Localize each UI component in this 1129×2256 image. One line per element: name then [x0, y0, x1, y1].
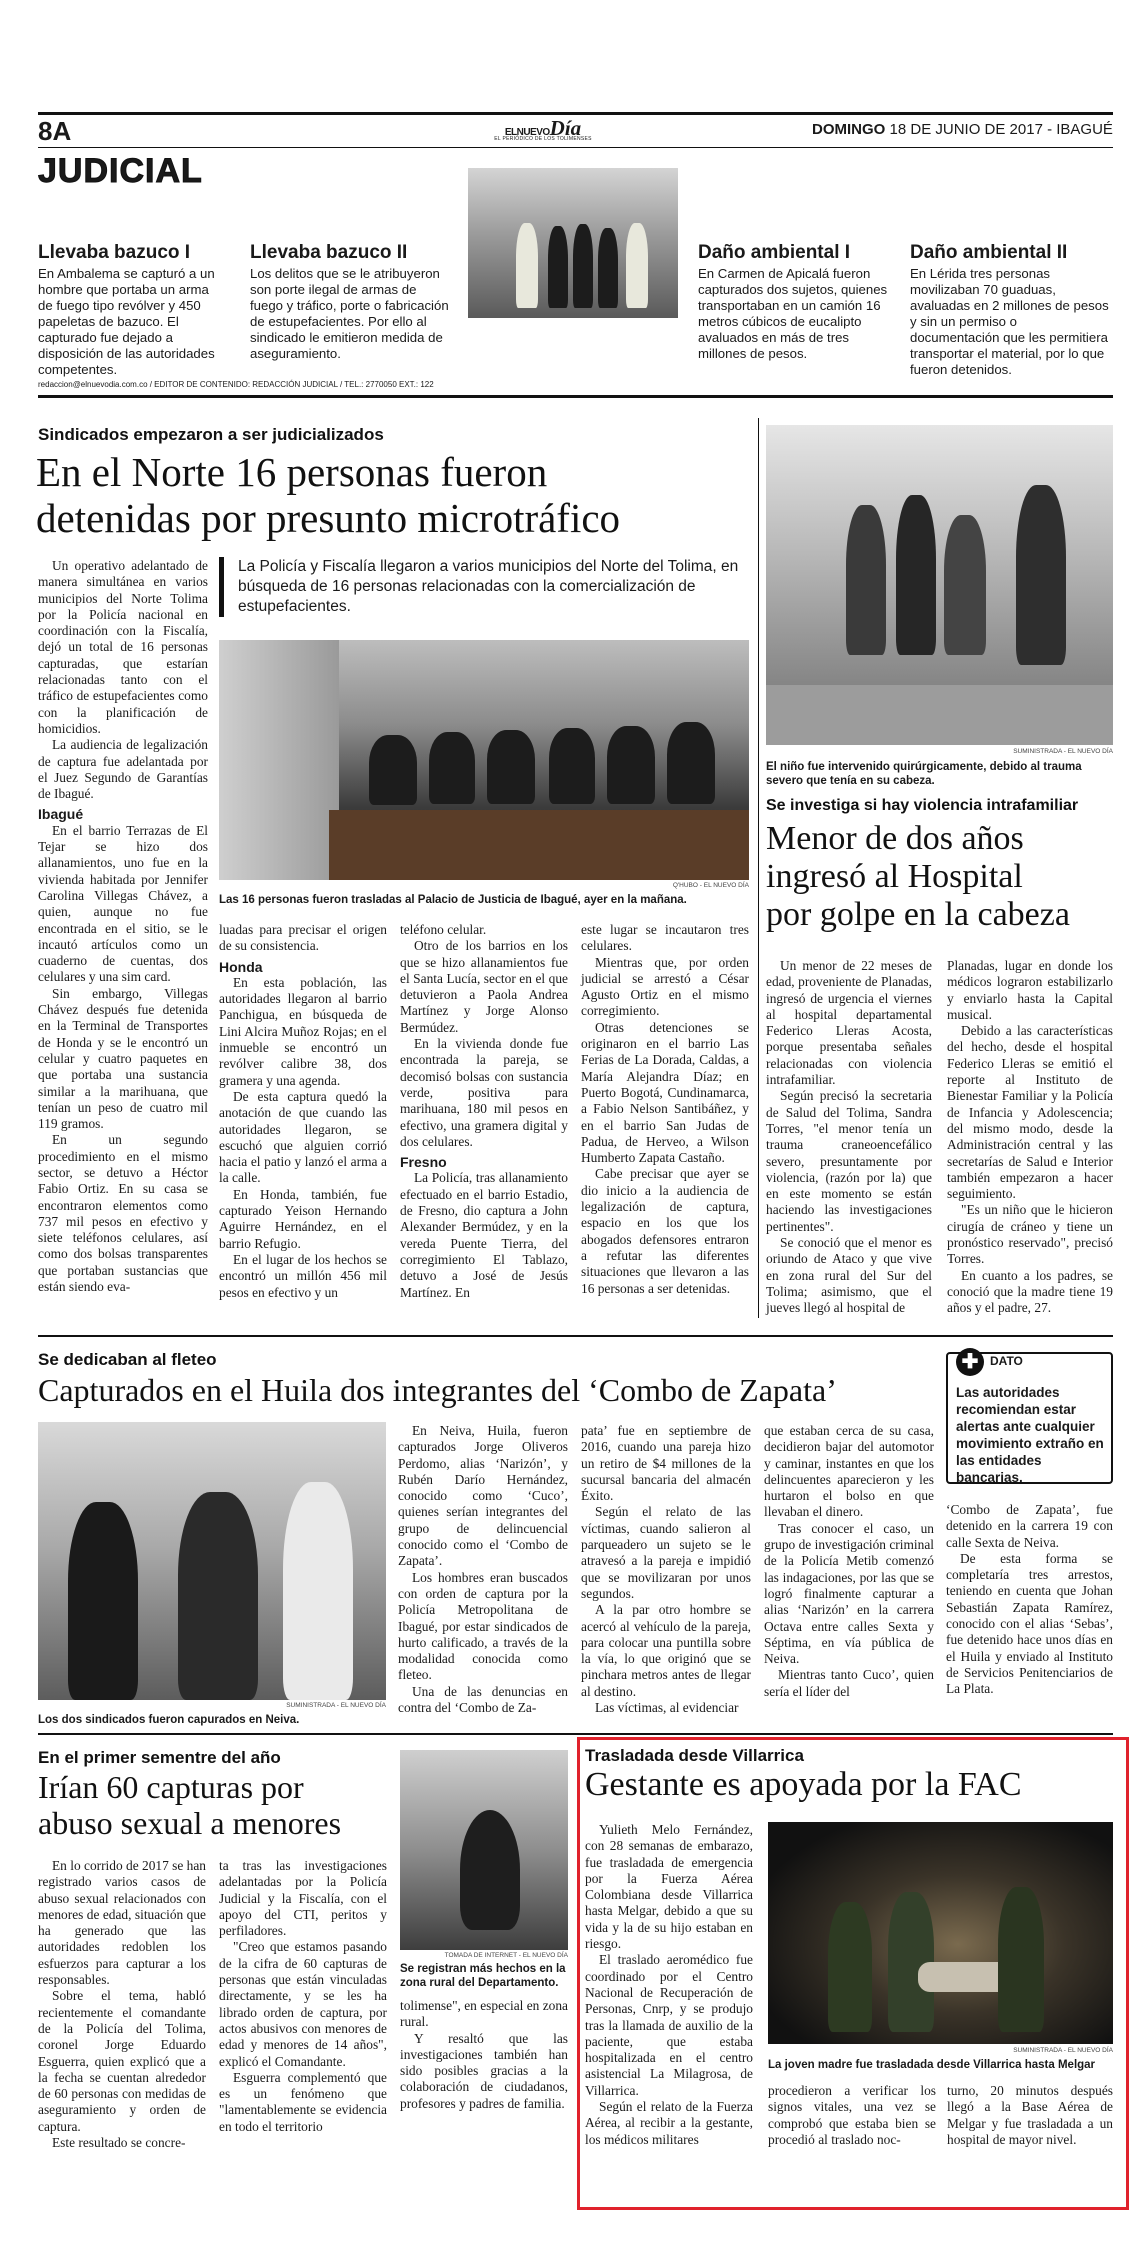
story1-col1: [38, 558, 208, 1295]
plus-icon: ✚: [956, 1348, 984, 1376]
story3-col1: [398, 1423, 568, 1716]
soldier-figure: [828, 1902, 872, 2032]
section-rule: [38, 1733, 1113, 1735]
story4-headline: [38, 1770, 398, 1842]
story4-col2: [219, 1858, 387, 2135]
headline-line: ingresó al Hospital: [766, 858, 1023, 896]
photo-caption: Los dos sindicados fueron capurados en Neiva.: [38, 1714, 300, 1726]
photo-caption: La joven madre fue trasladada desde Villarrica hasta Melgar: [768, 2059, 1096, 2071]
detainee-figure: [369, 735, 417, 805]
brief-title: Llevaba bazuco I: [38, 242, 191, 263]
paragraph: En Neiva, Huila, fueron capturados Jorge Oliveros Perdomo, alias ‘Narizón’, y Rubén Darío Hernández, conocido como ‘Cuco’, quienes serían integrantes del grupo de delincuencial conocido como el ‘Combo de Zapata’.: [398, 1423, 568, 1569]
brief-body: En Ambalema se capturó a un hombre que portaba un arma de fuego tipo revólver y 450 papeletas de bazuco. El capturado fue dejado a disposición de las autoridades competentes.: [38, 266, 215, 377]
page-number: 8A: [38, 116, 72, 146]
story1-lede: La Policía y Fiscalía llegaron a varios municipios del Norte del Tolima, en búsqueda de 16 personas relacionadas con la comercialización de estupefacientes.: [219, 557, 749, 617]
paragraph: En esta población, las autoridades llegaron al barrio Panchigua, en búsqueda de Lini Alcira Muñoz Rojas; en el inmueble se encontró un revólver calibre 38, dos gramera y una agenda.: [219, 974, 387, 1088]
section-rule: [38, 1335, 1113, 1337]
paragraph: Se conoció que el menor es oriundo de Ataco y que vive en zona rural del Sur del Tolima; asimismo, que el jueves llegó al hospital de: [766, 1235, 932, 1316]
brief-4: [910, 242, 1110, 378]
soldier-figure: [998, 1887, 1044, 2032]
paragraph: Este resultado se concre-: [52, 2135, 186, 2151]
paragraph: ‘Combo de Zapata’, fue detenido en la carrera 19 con calle Sexta de Neiva.: [946, 1502, 1113, 1550]
paragraph: tolimense", en especial en zona rural.: [400, 1998, 568, 2030]
brief-title: Daño ambiental II: [910, 242, 1068, 263]
header-top-rule: [38, 112, 1113, 115]
person-figure: [68, 1502, 138, 1700]
paragraph: pata’ fue en septiembre de 2016, cuando una pareja hizo un retiro de $4 millones de la sucursal bancaria del almacén Éxito.: [581, 1423, 751, 1504]
story3-col4: [946, 1502, 1113, 1698]
logo-main: Día: [549, 116, 582, 140]
paragraph: Un menor de 22 meses de edad, proveniente de Planadas, ingresó de urgencia el viernes al hospital departamental Federico Lleras Acosta, porque presentaba señales relacionadas con violencia intrafamiliar.: [766, 958, 932, 1088]
paragraph: que estaban cerca de su casa, decidieron bajar del automotor y caminar, instantes en que los delincuentes aparecieron y les hurtaron el bolso en que llevaban el dinero.: [764, 1423, 934, 1520]
brief-body: En Carmen de Apicalá fueron capturados dos sujetos, quienes transportaban en un camión 16 metros cúbicos de eucalipto avaluados en más de tres millones de pesos.: [698, 266, 888, 361]
brief-1: [38, 242, 218, 378]
dateline-day: DOMINGO: [812, 121, 886, 138]
paragraph: luadas para precisar el origen de su consistencia.: [219, 922, 387, 954]
paragraph: Los hombres eran buscados con orden de captura por la Policía Metropolitana de Ibagué, por estar sindicados de hurto calificado, a través de la modalidad conocida como fleteo.: [398, 1569, 568, 1683]
person-figure: [944, 515, 986, 655]
paragraph: ta tras las investigaciones adelantadas por la Policía Judicial y la Fiscalía, con el apoyo del CTI, peritos y perfiladores.: [219, 1858, 387, 1939]
logo-sub: EL PERIÓDICO DE LOS TOLIMENSES: [494, 136, 592, 142]
paragraph: Otro de los barrios en los que se hizo allanamientos fue el Santa Lucía, sector en el que detuvieron a Paola Andrea Martínez y Jorge Alonso Bermúdez.: [400, 938, 568, 1035]
officer-figure: [516, 223, 538, 308]
detainee-figure: [549, 728, 595, 804]
paragraph: En lo corrido de 2017 se han registrado varios casos de abuso sexual relacionados con menores de edad, situación que ha generado que las autoridades redoblen los esfuerzos para capturar a los responsables.: [38, 1858, 206, 1988]
dateline: [812, 121, 1113, 138]
headline-line: Menor de dos años: [766, 820, 1024, 857]
paragraph: este lugar se incautaron tres celulares.: [581, 922, 749, 954]
photo-credit: SUMINISTRADA - EL NUEVO DÍA: [1013, 2047, 1113, 2054]
story2-kicker: Se investiga si hay violencia intrafamiliar: [766, 797, 1079, 814]
person-figure: [846, 505, 886, 655]
paragraph: Tras conocer el caso, un grupo de investigación criminal de la Policía Metib comenzó las indagaciones, por las que se logró finalmente capturar a alias ‘Narizón’ en la carrera Octava entre calles Sexta y Séptima, en vía pública de Neiva.: [764, 1520, 934, 1667]
paragraph: "Creo que estamos pasando de la cifra de 60 capturas de personas que están vinculadas directamente, y se les ha librado orden de captura, por actos abusivos con menores de edad y menores de 14 años", explicó el Comandante.: [219, 1939, 387, 2069]
hospital-floor: [766, 685, 1113, 745]
paragraph: La audiencia de legalización de captura fue adelantada por el Juez Segundo de Garantías de Ibagué.: [38, 737, 208, 802]
detainee-figure: [429, 732, 475, 804]
detainee-figure: [487, 730, 535, 804]
paragraph: En la vivienda donde fue encontrada la pareja, se decomisó bolsas con sustancia verde, positiva para marihuana, 180 mil pesos en efectivo, una gramera digital y dos celulares.: [400, 1036, 568, 1149]
person-figure: [1016, 485, 1066, 665]
masthead-line: redaccion@elnuevodia.com.co / EDITOR DE CONTENIDO: REDACCIÓN JUDICIAL / TEL.: 2770050 EXT.: 122: [38, 380, 434, 389]
paragraph: Esguerra complementó que es un fenómeno que "lamentablemente se evidencia en todo el territorio: [219, 2069, 387, 2134]
courtroom-photo: [219, 640, 749, 880]
headline-line: Irían 60 capturas por: [38, 1769, 304, 1805]
paragraph: Sin embargo, Villegas Chávez después fue detenida en la Terminal de Transportes de Honda y se le encontró un celular y cuatro paquetes en que portaba una sustancia similar a la marihuana, que tenían un peso de cuatro mil 119 gramos.: [38, 985, 208, 1132]
story2-col2: [947, 958, 1113, 1317]
story2-headline: [766, 820, 1113, 934]
paragraph: En cuanto a los padres, se conoció que la madre tiene 19 años y el padre, 27.: [947, 1267, 1113, 1316]
story1-col3: [400, 922, 568, 1301]
column-divider: [758, 418, 759, 1318]
paragraph: En un segundo procedimiento en el mismo sector, se detuvo a Héctor Fabio Ortiz. En su casa se encontraron elementos como 737 mil pesos en efectivo y siete teléfonos celulares, así como dos bolsas transparentes que portaban sustancias que están siendo eva-: [38, 1132, 208, 1295]
brief-title: Daño ambiental I: [698, 242, 851, 263]
paragraph: Sobre el tema, habló recientemente el comandante de la Policía del Tolima, coronel Jorge Eduardo Esguerra, quien explicó que a la fecha se cuentan alrededor de 60 personas con medidas de aseguramiento y orden de captura.: [38, 1988, 206, 2134]
story5-col3: [947, 2083, 1113, 2148]
story4-kicker: En el primer sementre del año: [38, 1748, 281, 1767]
story3-headline: Capturados en el Huila dos integrantes del ‘Combo de Zapata’: [38, 1372, 837, 1408]
paragraph: Mientras que, por orden judicial se arrestó a César Agusto Ortiz en el mismo corregimiento.: [581, 954, 749, 1019]
paragraph: Debido a las características del hecho, desde el hospital Federico Lleras se emitió el reporte al Instituto de Bienestar Familiar y la Policía de Infancia y Adolescencia; del mismo modo, desde la Administración central y las secretarías de Salud e Interior también empezaron a hacer seguimiento.: [947, 1023, 1113, 1202]
hospital-photo: [766, 425, 1113, 745]
photo-credit: Q'HUBO - EL NUEVO DÍA: [672, 882, 749, 889]
paragraph: Un operativo adelantado de manera simultánea en varios municipios del Norte Tolima por la Policía nacional en coordinación con la Fiscalía, dejó un total de 16 personas capturadas, que estarían relacionadas tanto con el tráfico de estupefacientes como con la planificación de homicidios.: [38, 558, 208, 736]
paragraph: En Honda, también, fue capturado Yeison Hernando Aguirre Hernández, en el barrio Refugio.: [219, 1186, 387, 1251]
story1-col2: [219, 922, 387, 1301]
subhead: Ibagué: [38, 806, 84, 823]
story2-col1: [766, 958, 932, 1317]
story3-col3: [764, 1423, 934, 1700]
paragraph: Según el relato de la Fuerza Aérea, al recibir a la gestante, los médicos militares: [585, 2099, 753, 2147]
paragraph: Yulieth Melo Fernández, con 28 semanas de embarazo, fue trasladada de emergencia por la Fuerza Aérea Colombiana desde Villarrica hasta Melgar, debido a que su vida y la de su hijo estaban en riesgo.: [585, 1822, 753, 1952]
logo-top: ELNUEVO: [504, 127, 550, 138]
story4-col3: [400, 1998, 568, 2112]
courtroom-wall: [219, 640, 339, 880]
header-bottom-rule: [38, 147, 1113, 148]
paragraph: De esta captura quedó la anotación de que cuando las autoridades llegaron, se escuchó que alguien corrió hacia el patio y lanzó el arma a la calle.: [219, 1088, 387, 1186]
abuse-photo: [400, 1750, 568, 1950]
huila-photo: [38, 1422, 386, 1700]
brief-photo: [468, 168, 678, 318]
story1-headline: [36, 450, 756, 542]
story5-col2: [768, 2083, 936, 2148]
paragraph: teléfono celular.: [400, 922, 487, 937]
detainee-figure: [667, 722, 715, 804]
photo-caption: Se registran más hechos en la zona rural del Departamento.: [400, 1963, 566, 1989]
officer-figure: [283, 1482, 353, 1700]
detainee-figure: [548, 226, 568, 308]
detainee-figure: [178, 1492, 258, 1700]
story3-col2: [581, 1423, 751, 1716]
headline-line: detenidas por presunto microtráfico: [36, 494, 621, 541]
story4-col1: [38, 1858, 206, 2151]
paragraph: turno, 20 minutos después llegó a la Base Aérea de Melgar y fue trasladada a un hospital de mayor nivel.: [947, 2083, 1113, 2147]
paragraph: El traslado aeromédico fue coordinado por el Centro Nacional de Recuperación de Personas, Cnrp, y se produjo tras la llamada de auxilio de la paciente, que estaba hospitalizada en el centro asistencial La Milagrosa, de Villarrica.: [585, 1952, 753, 2098]
person-figure: [896, 495, 936, 655]
dato-title: DATO: [990, 1354, 1023, 1368]
paragraph: La Policía, tras allanamiento efectuado en el barrio Estadio, de Fresno, dio captura a John Alexander Bermúdez, y en la vereda Puente Tierra, del corregimiento El Tablazo, detuvo a José de Jesús Martínez. En: [400, 1170, 568, 1300]
brief-body: En Lérida tres personas movilizaban 70 guaduas, avaluadas en 2 millones de pesos y sin un permiso o documentación que les permitiera transportar el material, por lo que fueron detenidos.: [910, 266, 1109, 377]
paragraph: Mientras tanto Cuco’, quien sería el líder del: [764, 1667, 934, 1699]
dato-box: [946, 1352, 1113, 1484]
detainee-figure: [573, 224, 593, 308]
paragraph: "Es un niño que le hicieron cirugía de cráneo y tiene un pronóstico reservado", precisó Torres.: [947, 1202, 1113, 1267]
detainee-figure: [598, 228, 618, 308]
headline-line: abuso sexual a menores: [38, 1804, 342, 1841]
story1-col4: [581, 922, 749, 1297]
headline-line: por golpe en la cabeza: [766, 896, 1070, 934]
person-figure: [460, 1810, 520, 1930]
paragraph: procedieron a verificar los signos vitales, una vez se comprobó que estaba bien se procedió al traslado noc-: [768, 2083, 936, 2147]
brief-title: Llevaba bazuco II: [250, 242, 408, 263]
subhead: Fresno: [400, 1154, 447, 1171]
paragraph: De esta forma se completaría tres arrestos, teniendo en cuenta que Johan Sebastián Zapata Ramírez, conocido con el alias ‘Sebas’, fue detenido hace unos días en el Huila y enviado al Instituto de Servicios Penitenciarios de La Plata.: [946, 1550, 1113, 1697]
fac-photo: [768, 1822, 1113, 2044]
courtroom-bench: [329, 810, 749, 880]
paragraph: Según el relato de las víctimas, cuando salieron al parqueadero un sujeto se le atravesó a la pareja e impidió que se movilizaran por unos segundos.: [581, 1504, 751, 1601]
dateline-rest: 18 DE JUNIO DE 2017 - IBAGUÉ: [889, 121, 1113, 138]
newspaper-logo: [487, 116, 599, 144]
briefs-bottom-rule: [38, 395, 1113, 398]
detainee-figure: [607, 726, 655, 804]
section-title: JUDICIAL: [38, 152, 203, 190]
brief-3: [698, 242, 888, 362]
paragraph: En el barrio Terrazas de El Tejar se hizo dos allanamientos, uno fue en la vivienda habitada por Jennifer Carolina Villegas Chávez, a quien, aunque no fue encontrada en el sitio, se le incautó artículos como un cuaderno de cuentas, dos celulares y una sim card.: [38, 822, 208, 985]
photo-caption: El niño fue intervenido quirúrgicamente, debido al trauma severo que tenía en su cabeza.: [766, 761, 1082, 787]
brief-body: Los delitos que se le atribuyeron son porte ilegal de armas de fuego y tráfico, porte o fabricación de estupefacientes. Por ello al sindicado le emitieron medida de aseguramiento.: [250, 266, 449, 361]
story5-kicker: Trasladada desde Villarrica: [585, 1746, 804, 1765]
paragraph: Planadas, lugar en donde los médicos lograron estabilizarlo y enviarlo hasta la Capital musical.: [947, 958, 1113, 1022]
subhead: Honda: [219, 958, 263, 975]
story5-col1: [585, 1822, 753, 2148]
photo-credit: SUMINISTRADA - EL NUEVO DÍA: [286, 1702, 386, 1709]
photo-credit: TOMADA DE INTERNET - EL NUEVO DÍA: [444, 1952, 568, 1959]
paragraph: Según precisó la secretaria de Salud del Tolima, Sandra Torres, "el menor tenía un trauma craneoencefálico severo, presuntamente por violencia, (razón por la) que en este momento se están haciendo las investigaciones pertinentes".: [766, 1088, 932, 1234]
dato-text: Las autoridades recomiendan estar alertas ante cualquier movimiento extraño en las entidades bancarias.: [956, 1385, 1104, 1485]
story5-headline: Gestante es apoyada por la FAC: [585, 1766, 1022, 1803]
paragraph: Cabe precisar que ayer se dio inicio a la audiencia de legalización de captura, espacio en los que los abogados defensores entraron a refutar las diferentes situaciones que llevaron a las 16 personas a ser detenidas.: [581, 1166, 749, 1296]
photo-credit: SUMINISTRADA - EL NUEVO DÍA: [1013, 748, 1113, 755]
paragraph: Las víctimas, al evidenciar: [595, 1700, 739, 1716]
paragraph: En el lugar de los hechos se encontró un millón 456 mil pesos en efectivo y un: [219, 1251, 387, 1300]
brief-2: [250, 242, 450, 362]
photo-caption: Las 16 personas fueron trasladas al Palacio de Justicia de Ibagué, ayer en la mañana.: [219, 894, 687, 906]
paragraph: Una de las denuncias en contra del ‘Combo de Za-: [398, 1683, 568, 1716]
story3-kicker: Se dedicaban al fleteo: [38, 1350, 217, 1369]
officer-figure: [626, 223, 648, 308]
paragraph: A la par otro hombre se acercó al vehículo de la pareja, para colocar una puntilla sobre la vía, lo que originó que se pinchara metros antes de llegar al destino.: [581, 1602, 751, 1699]
story1-kicker: Sindicados empezaron a ser judicializados: [38, 425, 384, 444]
headline-line: En el Norte 16 personas fueron: [36, 449, 548, 495]
paragraph: Y resaltó que las investigaciones también han sido posibles gracias a la colaboración de ciudadanos, profesores y padres de familia.: [400, 2030, 568, 2111]
paragraph: Otras detenciones se originaron en el barrio Las Ferias de La Dorada, Caldas, a María Alejandra Díaz; en Puerto Bogotá, Cundinamarca, a Fabio Nelson Santibáñez, y en el barrio San Judas de Padua, de Herveo, a Wilson Humberto Zapata Castaño.: [581, 1019, 749, 1166]
